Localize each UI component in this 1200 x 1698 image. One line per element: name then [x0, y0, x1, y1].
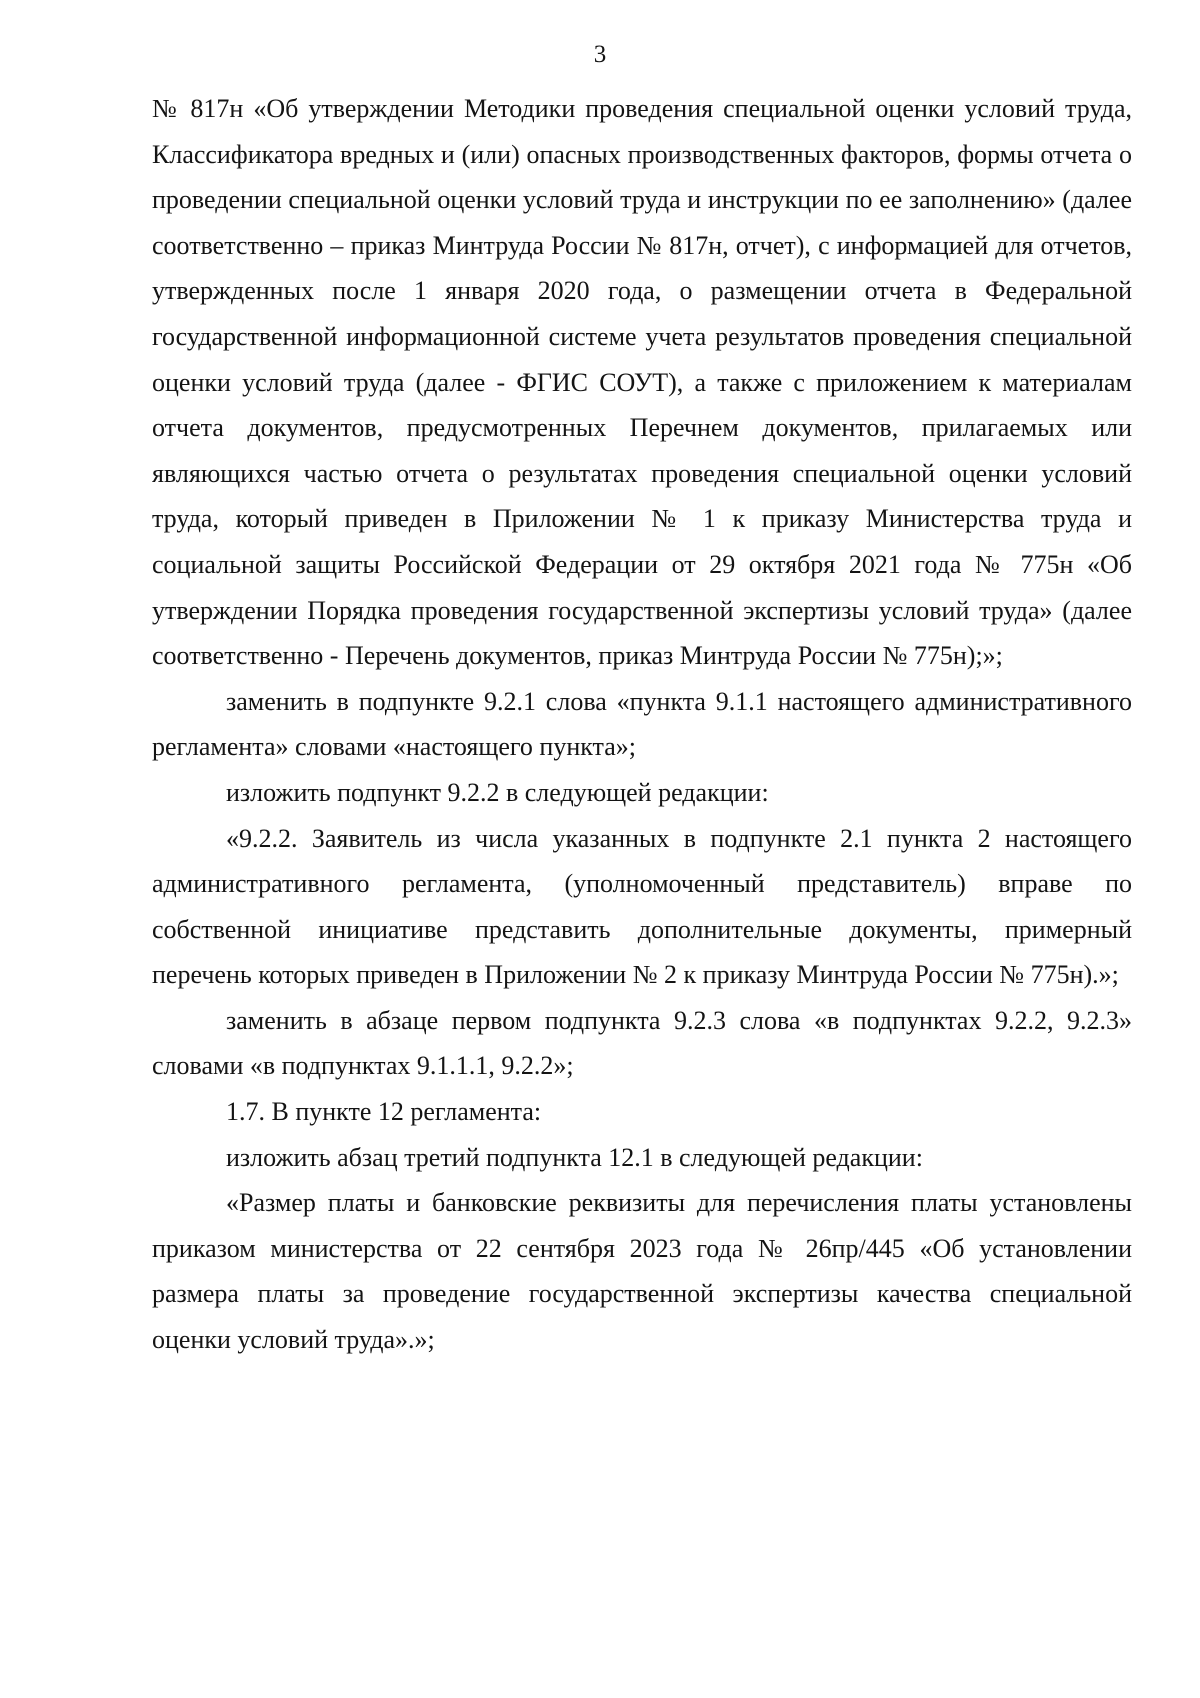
paragraph-continuation-817n: № 817н «Об утверждении Методики проведения специальной оценки условий труда, Классификатора вредных и (или) опасных производственных факторов, формы отчета о проведении специальной оценки условий труда и инструкции по ее заполнению» (далее соответственно – приказ Минтруда России № 817н, отчет), с информацией для отчетов, утвержденных после 1 января 2020 года, о размещении отчета в Федеральной государственной информационной системе учета результатов проведения специальной оценки условий труда (далее - ФГИС СОУТ), а также с приложением к материалам отчета документов, предусмотренных Перечнем документов, прилагаемых или являющихся частью отчета о результатах проведения специальной оценки условий труда, который приведен в Приложении № 1 к приказу Министерства труда и социальной защиты Российской Федерации от 29 октября 2021 года № 775н «Об утверждении Порядка проведения государственной экспертизы условий труда» (далее соответственно - Перечень документов, приказ Минтруда России № 775н);»;: [152, 94, 1132, 671]
paragraph-replace-9-2-1: заменить в подпункте 9.2.1 слова «пункта 9.1.1 настоящего административного регламента» словами «настоящего пункта»;: [152, 686, 1132, 762]
paragraph-replace-9-2-3: заменить в абзаце первом подпункта 9.2.3 слова «в подпунктах 9.2.2, 9.2.3» словами «в подпунктах 9.1.1.1, 9.2.2»;: [152, 1005, 1132, 1081]
paragraph-restate-9-2-2: изложить подпункт 9.2.2 в следующей редакции:: [226, 777, 769, 807]
page-number: 3: [593, 41, 607, 68]
paragraph-restate-12-1: изложить абзац третий подпункта 12.1 в следующей редакции:: [226, 1142, 923, 1172]
document-body: [152, 86, 1132, 1363]
paragraph-fee-text: «Размер платы и банковские реквизиты для перечисления платы установлены приказом министерства от 22 сентября 2023 года № 26пр/445 «Об установлении размера платы за проведение государственной экспертизы качества специальной оценки условий труда».»;: [152, 1188, 1132, 1355]
paragraph-text-9-2-2: «9.2.2. Заявитель из числа указанных в подпункте 2.1 пункта 2 настоящего административного регламента, (уполномоченный представитель) вправе по собственной инициативе представить дополнительные документы, примерный перечень которых приведен в Приложении № 2 к приказу Минтруда России № 775н).»;: [152, 823, 1132, 990]
paragraph-section-1-7: 1.7. В пункте 12 регламента:: [226, 1097, 542, 1127]
